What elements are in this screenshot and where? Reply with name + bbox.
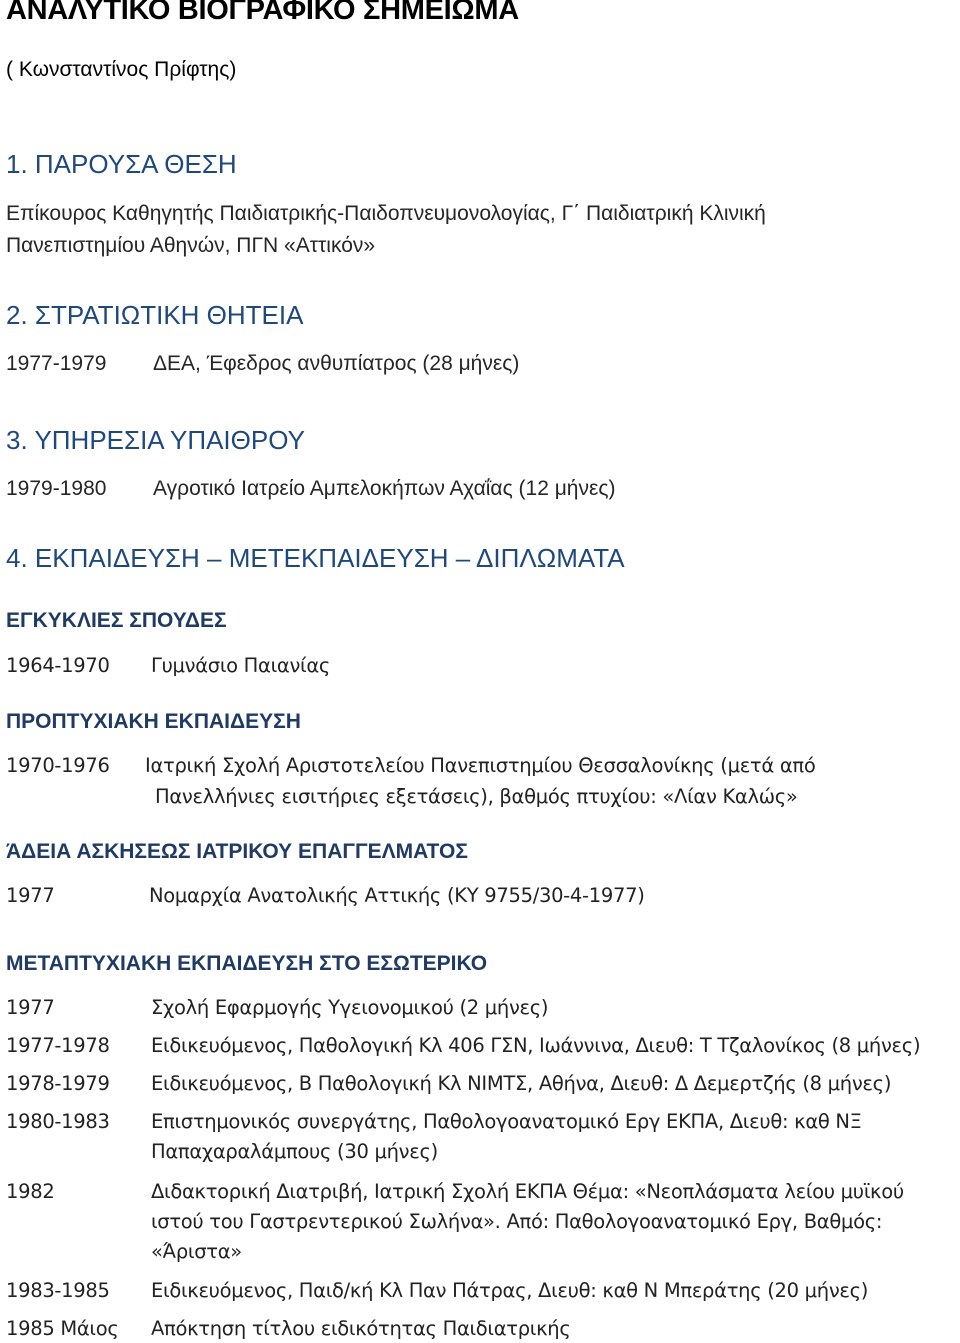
row-text-line-1: Ειδικευόμενος, Παθολογική Κλ 406 ΓΣΝ, Ιωάννινα, Διευθ: Τ Τζαλονίκος (8 μήνες) <box>151 1034 921 1057</box>
row-text-line-1: Απόκτηση τίτλου ειδικότητας Παιδιατρικής <box>151 1317 571 1340</box>
row-year: 1985 Μάιος <box>6 1317 119 1340</box>
row-text-line-1: Ειδικευόμενος, Παιδ/κή Κλ Παν Πάτρας, Διευθ: καθ Ν Μπεράτης (20 μήνες) <box>151 1279 869 1302</box>
row-text-line-1: Ιατρική Σχολή Αριστοτελείου Πανεπιστημίου Θεσσαλονίκης (μετά από <box>145 754 816 777</box>
document-title: ΑΝΑΛΥΤΙΚΟ ΒΙΟΓΡΑΦΙΚΟ ΣΗΜΕΙΩΜΑ <box>6 0 519 26</box>
section-3-heading: 3. ΥΠΗΡΕΣΙΑ ΥΠΑΙΘΡΟΥ <box>6 425 305 455</box>
section-2-heading: 2. ΣΤΡΑΤΙΩΤΙΚΗ ΘΗΤΕΙΑ <box>6 300 304 330</box>
row-year: 1982 <box>6 1180 55 1203</box>
row-text-line-1: Σχολή Εφαρμογής Υγειονομικού (2 μήνες) <box>151 996 549 1019</box>
row-text: Αγροτικό Ιατρείο Αμπελοκήπων Αχαΐας (12 μήνες) <box>153 477 616 500</box>
row-text-line-1: Ειδικευόμενος, Β Παθολογική Κλ ΝΙΜΤΣ, Αθήνα, Διευθ: Δ Δεμερτζής (8 μήνες) <box>151 1072 892 1095</box>
row-year: 1977 <box>6 884 55 907</box>
row-year: 1977-1978 <box>6 1034 110 1057</box>
undergrad-heading: ΠΡΟΠΤΥΧΙΑΚΗ ΕΚΠΑΙΔΕΥΣΗ <box>6 710 301 733</box>
section-1-line-1: Επίκουρος Καθηγητής Παιδιατρικής-Παιδοπνευμονολογίας, Γ΄ Παιδιατρική Κλινική <box>6 202 766 225</box>
document-subtitle: ( Κωνσταντίνος Πρίφτης) <box>6 58 237 81</box>
row-text-line-2: Παπαχαραλάμπους (30 μήνες) <box>151 1140 438 1163</box>
row-year: 1964-1970 <box>6 654 110 677</box>
row-year: 1977-1979 <box>6 352 107 375</box>
section-1-line-2: Πανεπιστημίου Αθηνών, ΠΓΝ «Αττικόν» <box>6 234 376 257</box>
license-heading: ΆΔΕΙΑ ΑΣΚΗΣΕΩΣ ΙΑΤΡΙΚΟΥ ΕΠΑΓΓΕΛΜΑΤΟΣ <box>6 840 468 863</box>
row-year: 1978-1979 <box>6 1072 110 1095</box>
row-text-line-1: Διδακτορική Διατριβή, Ιατρική Σχολή ΕΚΠΑ Θέμα: «Νεοπλάσματα λείου μυϊκού <box>151 1180 904 1203</box>
row-year: 1970-1976 <box>6 754 110 777</box>
row-year: 1980-1983 <box>6 1110 110 1133</box>
row-text-line-3: «Άριστα» <box>151 1240 242 1263</box>
postgrad-heading: ΜΕΤΑΠΤΥΧΙΑΚΗ ΕΚΠΑΙΔΕΥΣΗ ΣΤΟ ΕΣΩΤΕΡΙΚΟ <box>6 952 488 975</box>
row-year: 1977 <box>6 996 55 1019</box>
row-text-line-2: Πανελλήνιες εισιτήριες εξετάσεις), βαθμός πτυχίου: «Λίαν Καλώς» <box>155 785 798 808</box>
row-year: 1979-1980 <box>6 477 107 500</box>
row-text: Νομαρχία Ανατολικής Αττικής (ΚΥ 9755/30-4-1977) <box>149 884 645 907</box>
section-1-heading: 1. ΠΑΡΟΥΣΑ ΘΕΣΗ <box>6 149 237 179</box>
general-studies-heading: ΕΓΚΥΚΛΙΕΣ ΣΠΟΥΔΕΣ <box>6 609 227 632</box>
row-text: Γυμνάσιο Παιανίας <box>151 654 331 677</box>
row-text-line-2: ιστού του Γαστρεντερικού Σωλήνα». Από: Παθολογοανατομικό Εργ, Βαθμός: <box>151 1210 883 1233</box>
section-4-heading: 4. ΕΚΠΑΙΔΕΥΣΗ – ΜΕΤΕΚΠΑΙΔΕΥΣΗ – ΔΙΠΛΩΜΑΤΑ <box>6 543 625 573</box>
row-text: ΔΕΑ, Έφεδρος ανθυπίατρος (28 μήνες) <box>153 352 520 375</box>
row-year: 1983-1985 <box>6 1279 110 1302</box>
row-text-line-1: Επιστημονικός συνεργάτης, Παθολογοανατομικό Εργ ΕΚΠΑ, Διευθ: καθ ΝΞ <box>151 1110 862 1133</box>
